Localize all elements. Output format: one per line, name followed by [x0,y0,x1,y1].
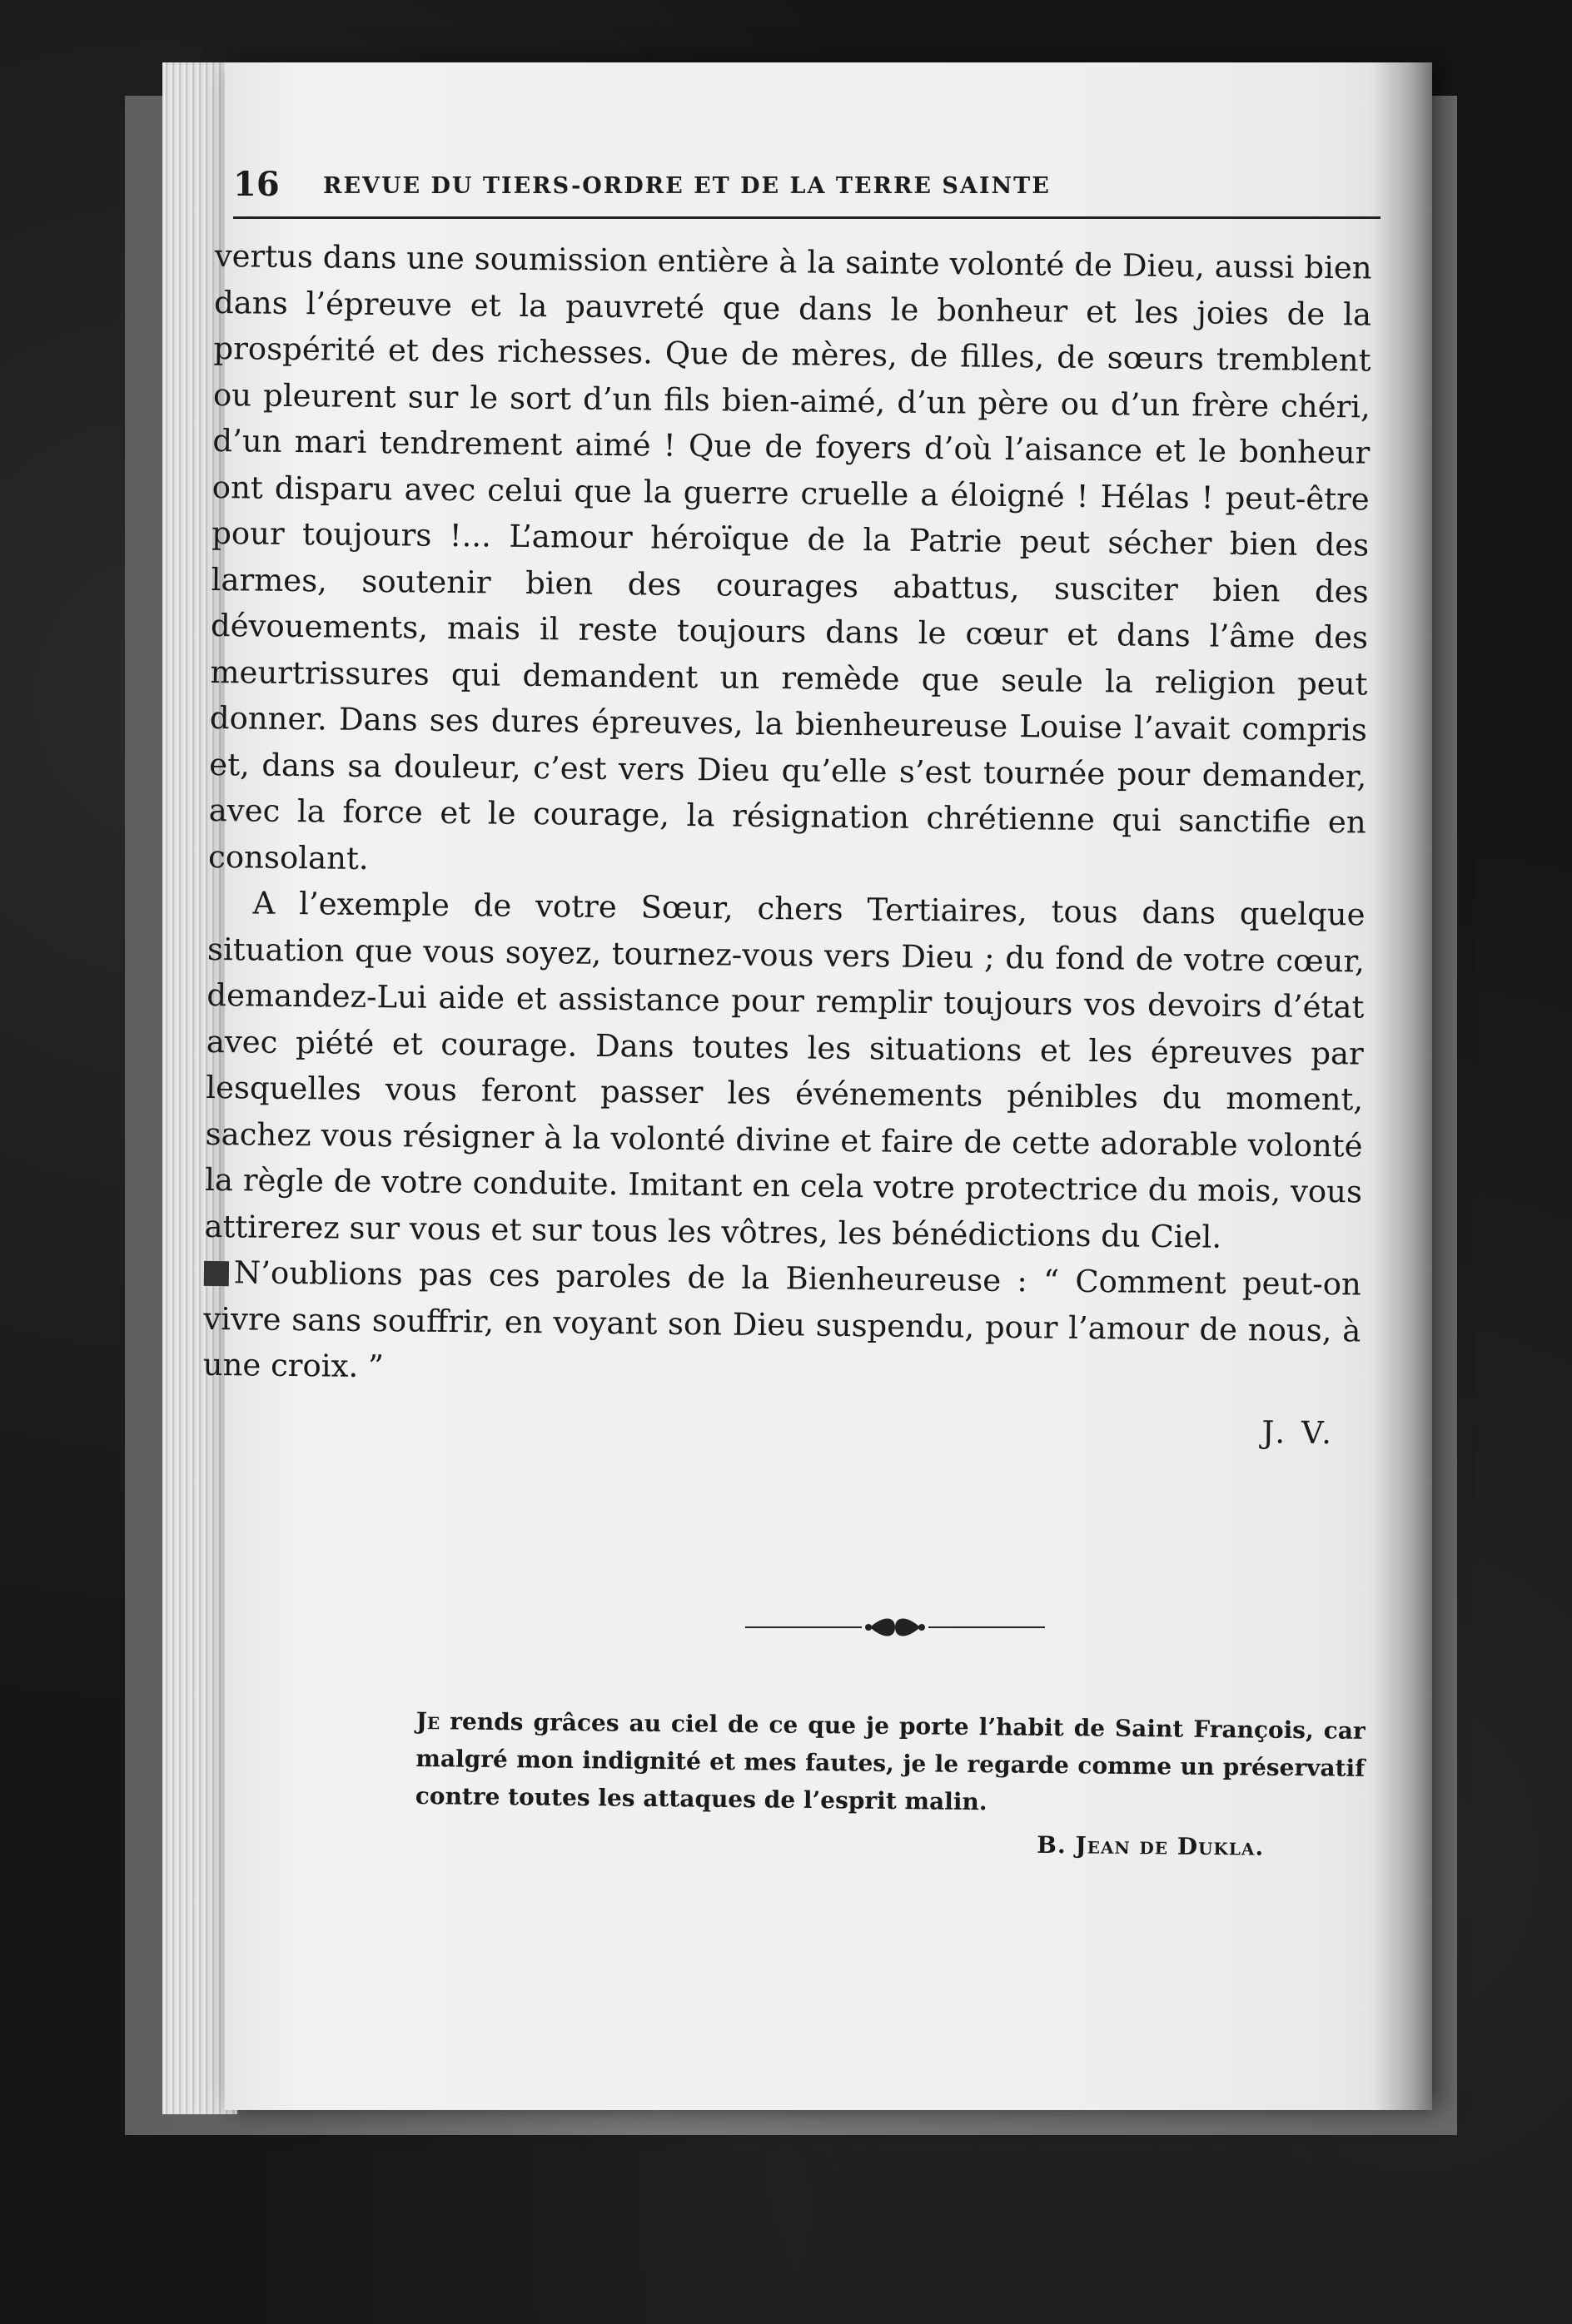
paragraph-1: vertus dans une soumission entière à la sainte volonté de Dieu, aussi bien dans l’épreuve et la pauvreté que dans le bonheur et les joies de la prospérité et des richesses. Que de mères, de filles, de sœurs tremblent ou pleurent sur le sort d’un fils bien-aimé, d’un père ou d’un frère chéri, d’un mari tendrement aimé ! Que de foyers d’où l’aisance et le bonheur ont disparu avec celui que la guerre cruelle a éloigné ! Hélas ! peut-être pour toujours !... L’amour héroïque de la Patrie peut sécher bien des larmes, soutenir bien des courages abattus, susciter bien des dévouements, mais il reste toujours dans le cœur et dans l’âme des meurtrissures qui demandent un remède que seule la religion peut donner. Dans ses dures épreuves, la bienheureuse Louise l’avait compris et, dans sa douleur, c’est vers Dieu qu’elle s’est tournée pour demander, avec la force et le courage, la résignation chrétienne qui sanctifie en consolant. [207,237,1372,876]
quote-attribution: B. Jean de Dukla. [1037,1830,1265,1861]
running-title: REVUE DU TIERS-ORDRE ET DE LA TERRE SAINTE [323,173,1051,199]
page-header [233,165,1378,215]
paragraph-3-wrap [202,1249,1361,1400]
paragraph-mark-icon [204,1261,229,1286]
quote-block [415,1702,1366,1867]
header-rule [233,216,1380,219]
article-body [202,233,1372,1456]
ornament-divider-icon [745,1611,1045,1644]
quote-text: rends grâces au ciel de ce que je porte l’habit de Saint François, car malgré mon indignité et mes fautes, je le regarde comme un préservatif contre toutes les attaques de l’esprit malin. [415,1707,1366,1816]
paragraph-3: N’oublions pas ces paroles de la Bienheureuse : “ Comment peut-on vivre sans souffrir, en voyant son Dieu suspendu, pour l’amour de nous, à une croix. ” [202,1254,1362,1385]
paragraph-2: A l’exemple de votre Sœur, chers Tertiaires, tous dans quelque situation que vous soyez, tournez-vous vers Dieu ; du fond de votre cœur, demandez-Lui aide et assistance pour remplir toujours vos devoirs d’état avec piété et courage. Dans toutes les situations et les épreuves par lesquelles vous feront passer les événements pénibles du moment, sachez vous résigner à la volonté divine et faire de cette adorable volonté la règle de votre conduite. Imitant en cela votre protectrice du mois, vous attirerez sur vous et sur tous les vôtres, les bénédictions du Ciel. [204,885,1366,1255]
quote-text-wrap [415,1702,1366,1825]
author-signature: J. V. [1261,1413,1336,1451]
quote-lead: Je [415,1706,440,1736]
page-number: 16 [233,165,280,204]
